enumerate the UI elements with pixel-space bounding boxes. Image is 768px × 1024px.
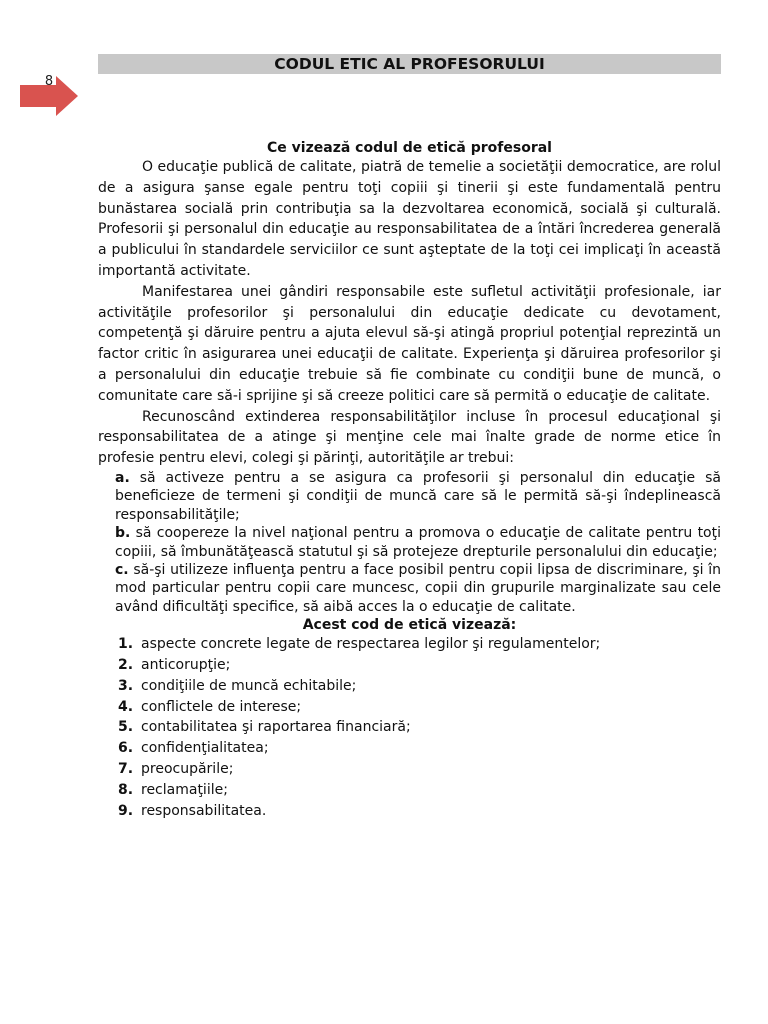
item-number: 4.	[118, 698, 134, 715]
item-text: contabilitatea şi raportarea financiară;	[141, 719, 411, 736]
item-text: confidenţialitatea;	[141, 740, 269, 757]
list-item	[115, 469, 721, 524]
list-item	[118, 676, 721, 697]
item-text: responsabilitatea.	[141, 802, 267, 819]
paragraph: Manifestarea unei gândiri responsabile este sufletul activităţii profesionale, iar activităţile profesorilor şi personalului din educaţie dedicate cu devotament, competenţă şi dăruire pentru a ajuta elevul să-şi atingă propriul potenţial reprezintă un factor critic în asigurarea unei educaţii de calitate. Experienţa şi dăruirea profesorilor şi a personalului din educaţie trebuie să fie combinate cu condiţii bune de muncă, o comunitate care să-i sprijine şi să creeze politici care să permită o educaţie de calitate.	[98, 283, 721, 404]
item-text: condiţiile de muncă echitabile;	[141, 677, 357, 694]
page-number: 8	[44, 74, 54, 89]
item-number: 1.	[118, 636, 134, 653]
list-item	[118, 655, 721, 676]
item-number: 6.	[118, 740, 134, 757]
item-text: conflictele de interese;	[141, 698, 302, 715]
item-letter: c.	[115, 561, 129, 578]
item-letter: a.	[115, 469, 130, 486]
lettered-list	[98, 469, 721, 616]
item-text: aspecte concrete legate de respectarea legilor şi regulamentelor;	[141, 636, 601, 653]
list-item	[115, 561, 721, 616]
item-text: să-şi utilizeze influenţa pentru a face posibil pentru copii lipsa de discriminare, şi în mod particular pentru copii care muncesc, copii din grupurile marginalizate sau cele având dificultăţi specifice, să aibă acces la o educaţie de calitate.	[115, 561, 721, 615]
list-item	[115, 524, 721, 561]
list-item	[118, 738, 721, 759]
item-text: să activeze pentru a se asigura ca profesorii şi personalul din educaţie să beneficieze de termeni şi condiţii de muncă care să le permită să-şi îndeplinească responsabilităţile;	[115, 469, 721, 523]
list-heading: Acest cod de etică vizează:	[302, 617, 517, 634]
item-letter: b.	[115, 525, 131, 542]
item-number: 8.	[118, 781, 134, 798]
list-item	[118, 634, 721, 655]
document-title: CODUL ETIC AL PROFESORULUI	[98, 54, 721, 74]
list-item	[118, 697, 721, 718]
item-number: 3.	[118, 677, 134, 694]
list-item	[118, 780, 721, 801]
list-item	[118, 759, 721, 780]
item-number: 7.	[118, 760, 134, 777]
numbered-list	[98, 634, 721, 821]
intro-paragraph: Recunoscând extinderea responsabilităţilor incluse în procesul educaţional şi responsabilitatea de a atinge şi menţine cele mai înalte grade de norme etice în profesie pentru elevi, colegi şi părinţi, autorităţile ar trebui:	[98, 408, 721, 467]
main-content	[98, 140, 721, 821]
item-number: 5.	[118, 719, 134, 736]
list-item	[118, 801, 721, 822]
item-text: să coopereze la nivel naţional pentru a promova o educaţie de calitate pentru toţi copiii, să îmbunătăţească statutul şi să protejeze drepturile personalului din educaţie;	[115, 525, 722, 560]
paragraph: O educaţie publică de calitate, piatră de temelie a societăţii democratice, are rolul de a asigura şanse egale pentru toţi copiii şi tinerii şi este fundamentală pentru bunăstarea socială prin contribuţia sa la dezvoltarea economică, socială şi culturală. Profesorii şi personalul din educaţie au responsabilitatea de a întări încrederea generală a publicului în standardele serviciilor ce sunt aşteptate de la toţi cei implicaţi în această importantă activitate.	[98, 159, 721, 279]
item-text: reclamaţiile;	[141, 781, 228, 798]
section-heading: Ce vizează codul de etică profesoral	[267, 140, 552, 156]
item-number: 2.	[118, 657, 134, 673]
list-item	[118, 717, 721, 738]
item-number: 9.	[118, 802, 134, 819]
item-text: preocupările;	[141, 760, 234, 777]
item-text: anticorupţie;	[141, 657, 231, 673]
